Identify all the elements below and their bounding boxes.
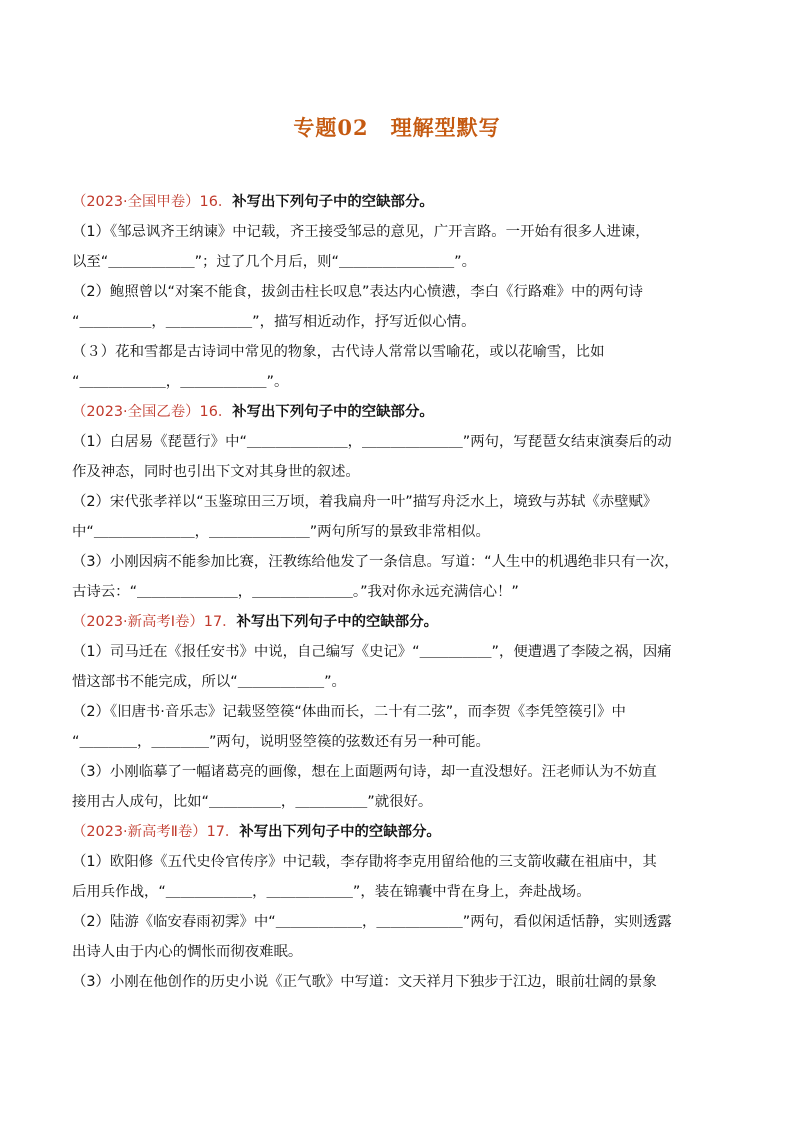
question-line: 后用兵作战，“＿＿＿＿＿＿，＿＿＿＿＿＿”，装在锦囊中背在身上，奔赴战场。 — [72, 884, 591, 900]
question-line: 古诗云：“＿＿＿＿＿＿＿，＿＿＿＿＿＿＿。”我对你永远充满信心！” — [72, 584, 519, 600]
question-section — [72, 187, 722, 397]
document-body — [72, 187, 722, 997]
question-line: （2）宋代张孝祥以“玉鉴琼田三万顷，着我扁舟一叶”描写舟泛水上，境致与苏轼《赤壁赋》 — [72, 494, 658, 510]
question-instruction: 补写出下列句子中的空缺部分。 — [232, 194, 434, 210]
question-line: 以至“＿＿＿＿＿＿”；过了几个月后，则“＿＿＿＿＿＿＿＿”。 — [72, 254, 476, 270]
question-header — [72, 397, 722, 427]
question-header — [72, 607, 722, 637]
page-title: 专题02 理解型默写 — [293, 115, 501, 140]
question-line: （1）欧阳修《五代史伶官传序》中记载，李存勖将李克用留给他的三支箭收藏在祖庙中，其 — [72, 854, 657, 870]
question-source: （2023·全国甲卷）16． — [72, 194, 233, 210]
question-section — [72, 817, 722, 997]
question-line: 出诗人由于内心的惆怅而彻夜难眠。 — [72, 944, 303, 960]
question-header — [72, 817, 722, 847]
question-line: “＿＿＿＿，＿＿＿＿”两句，说明竖箜篌的弦数还有另一种可能。 — [72, 734, 490, 750]
question-line: “＿＿＿＿＿，＿＿＿＿＿＿”，描写相近动作，抒写近似心情。 — [72, 314, 476, 330]
question-line: 接用古人成句，比如“＿＿＿＿＿，＿＿＿＿＿”就很好。 — [72, 794, 433, 810]
question-line: （３）花和雪都是古诗词中常见的物象，古代诗人常常以雪喻花，或以花喻雪，比如 — [72, 344, 605, 360]
question-line: 中“＿＿＿＿＿＿＿，＿＿＿＿＿＿＿”两句所写的景致非常相似。 — [72, 524, 490, 540]
question-section — [72, 397, 722, 607]
question-line: 作及神态，同时也引出下文对其身世的叙述。 — [72, 464, 360, 480]
question-line: （3）小刚因病不能参加比赛，汪教练给他发了一条信息。写道：“人生中的机遇绝非只有一次， — [72, 554, 679, 570]
question-line: （1）白居易《琵琶行》中“＿＿＿＿＿＿＿，＿＿＿＿＿＿＿”两句，写琵琶女结束演奏后的动 — [72, 434, 672, 450]
question-line: 惜这部书不能完成，所以“＿＿＿＿＿＿”。 — [72, 674, 346, 690]
question-instruction: 补写出下列句子中的空缺部分。 — [239, 824, 441, 840]
question-line: （2）陆游《临安春雨初霁》中“＿＿＿＿＿＿，＿＿＿＿＿＿”两句，看似闲适恬静，实则透露 — [72, 914, 672, 930]
question-line: （1）司马迁在《报任安书》中说，自己编写《史记》“＿＿＿＿＿”，便遭遇了李陵之祸，因痛 — [72, 644, 672, 660]
question-line: “＿＿＿＿＿＿，＿＿＿＿＿＿”。 — [72, 374, 289, 390]
question-source: （2023·新高考Ⅱ卷）17． — [72, 824, 240, 840]
question-line: （2）鲍照曾以“对案不能食，拔剑击柱长叹息”表达内心愤懑，李白《行路难》中的两句诗 — [72, 284, 643, 300]
question-header — [72, 187, 722, 217]
question-source: （2023·全国乙卷）16． — [72, 404, 233, 420]
question-source: （2023·新高考Ⅰ卷）17． — [72, 614, 237, 630]
question-line: （1）《邹忌讽齐王纳谏》中记载，齐王接受邹忌的意见，广开言路。一开始有很多人进谏， — [72, 224, 650, 240]
question-line: （3）小刚在他创作的历史小说《正气歌》中写道：文天祥月下独步于江边，眼前壮阔的景象 — [72, 974, 657, 990]
question-instruction: 补写出下列句子中的空缺部分。 — [236, 614, 438, 630]
question-line: （3）小刚临摹了一幅诸葛亮的画像，想在上面题两句诗，却一直没想好。汪老师认为不妨直 — [72, 764, 657, 780]
question-line: （2）《旧唐书·音乐志》记载竖箜篌“体曲而长，二十有二弦”，而李贺《李凭箜篌引》中 — [72, 704, 626, 720]
question-instruction: 补写出下列句子中的空缺部分。 — [232, 404, 434, 420]
question-section — [72, 607, 722, 817]
